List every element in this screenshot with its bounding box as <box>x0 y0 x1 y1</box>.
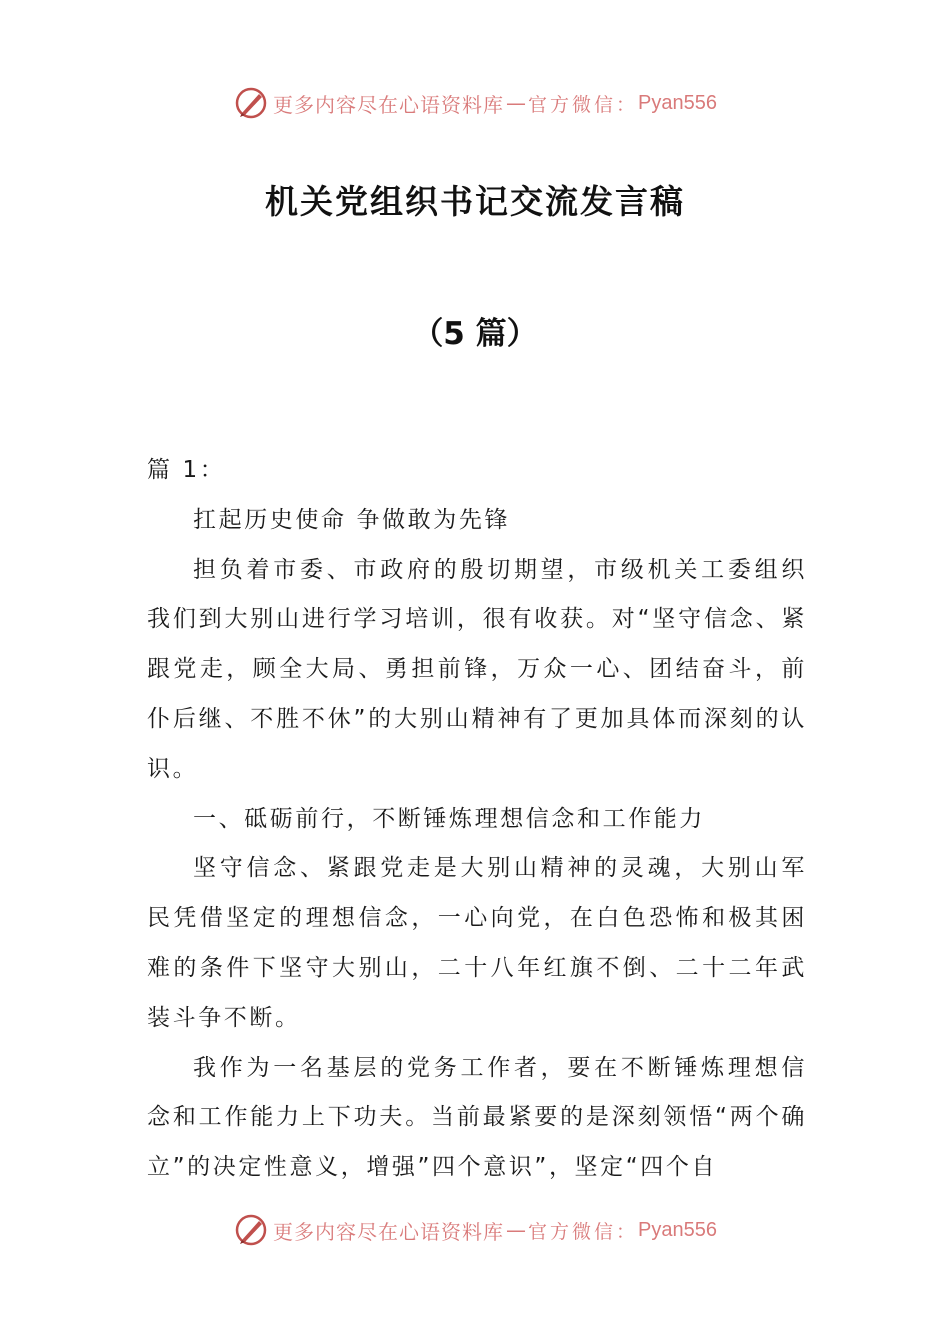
watermark-text: 更多内容尽在心语资料库 <box>273 92 504 117</box>
subheading: 一、砥砺前行，不断锤炼理想信念和工作能力 <box>193 805 705 832</box>
document-title: 机关党组织书记交流发言稿 <box>265 182 685 221</box>
watermark-text: 更多内容尽在心语资料库 <box>273 1219 504 1244</box>
document-subtitle: （5 篇） <box>412 316 538 352</box>
watermark-separator: — <box>506 91 526 115</box>
watermark-wechat-label: 官方微信： <box>528 93 639 116</box>
paragraph: 我作为一名基层的党务工作者，要在不断锤炼理想信念和工作能力上下功夫。当前最紧要的是深刻领悟“两个确立”的决定性意义，增强”四个意识”，坚定“四个自 <box>147 1054 807 1181</box>
watermark-wechat-id: Pyan556 <box>638 91 717 114</box>
section-heading: 扛起历史使命 争做敢为先锋 <box>193 506 511 533</box>
pen-logo-icon <box>233 85 269 121</box>
watermark-wechat-id: Pyan556 <box>638 1218 717 1241</box>
pen-logo-icon <box>233 1212 269 1248</box>
header-watermark <box>0 83 950 123</box>
section-label: 篇 1： <box>147 457 226 483</box>
footer-watermark <box>0 1210 950 1250</box>
watermark-wechat-label: 官方微信： <box>528 1220 639 1243</box>
paragraph: 坚守信念、紧跟党走是大别山精神的灵魂，大别山军民凭借坚定的理想信念，一心向党，在白色恐怖和极其困难的条件下坚守大别山，二十八年红旗不倒、二十二年武装斗争不断。 <box>147 855 807 1031</box>
paragraph: 担负着市委、市政府的殷切期望，市级机关工委组织我们到大别山进行学习培训，很有收获。对“坚守信念、紧跟党走，顾全大局、勇担前锋，万众一心、团结奋斗，前仆后继、不胜不休”的大别山精神有了更加具体而深刻的认识。 <box>147 556 807 782</box>
watermark-separator: — <box>506 1218 526 1242</box>
document-body <box>147 446 807 1193</box>
